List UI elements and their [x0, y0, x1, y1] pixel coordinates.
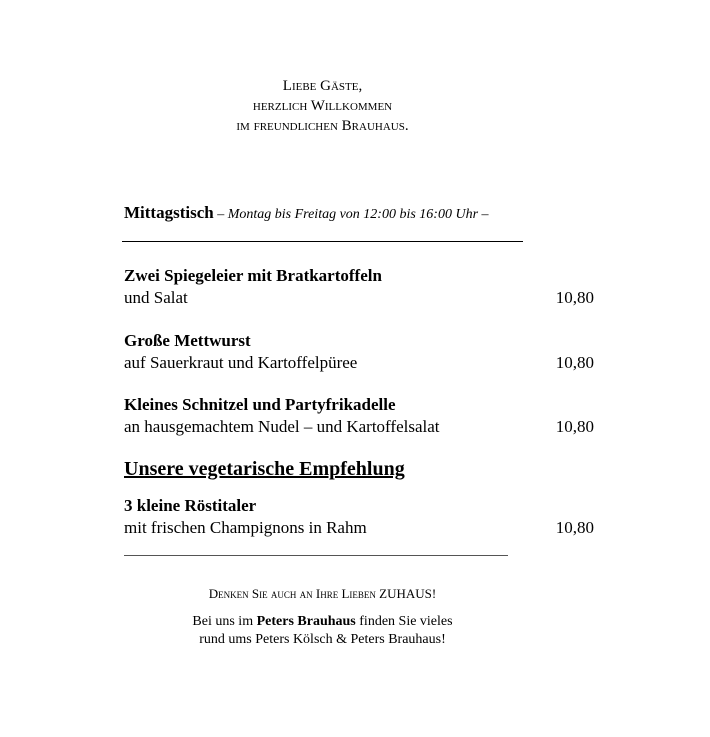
top-divider — [122, 241, 523, 242]
dish-price: 10,80 — [555, 518, 594, 537]
footer-text: finden Sie vieles — [355, 614, 453, 629]
brand-name: Peters Brauhaus — [256, 614, 356, 629]
dish-description: und Salat — [124, 288, 188, 307]
dish-price: 10,80 — [555, 353, 594, 372]
dish-item — [124, 265, 594, 309]
dish-item — [124, 495, 594, 539]
dish-description: an hausgemachtem Nudel – und Kartoffelsalat — [124, 417, 440, 436]
dish-price: 10,80 — [555, 417, 594, 436]
dish-name: Kleines Schnitzel und Partyfrikadelle — [124, 395, 396, 414]
dish-name: Zwei Spiegeleier mit Bratkartoffeln — [124, 266, 382, 285]
dish-name: Große Mettwurst — [124, 331, 251, 350]
dish-item — [124, 394, 594, 438]
dish-item — [124, 330, 594, 374]
section-heading — [124, 203, 489, 223]
footer-line-2 — [0, 613, 645, 631]
footer-headline: Denken Sie auch an Ihre Lieben ZUHAUS! — [208, 586, 437, 601]
greeting-line-3: im freundlichen Brauhaus. — [236, 118, 409, 134]
dish-description: auf Sauerkraut und Kartoffelpüree — [124, 353, 358, 372]
section-subtitle: – Montag bis Freitag von 12:00 bis 16:00 Uhr – — [213, 207, 489, 222]
dish-description: mit frischen Champignons in Rahm — [124, 518, 367, 537]
greeting-line-1: Liebe Gäste, — [282, 78, 363, 94]
dish-price: 10,80 — [555, 288, 594, 307]
greeting-block — [0, 76, 645, 136]
bottom-divider — [124, 555, 508, 556]
greeting-line-2: herzlich Willkommen — [252, 98, 393, 114]
vegetarian-heading: Unsere vegetarische Empfehlung — [124, 458, 405, 480]
footer-text: Bei uns im — [192, 614, 257, 629]
section-title: Mittagstisch — [124, 203, 214, 222]
footer-line-3: rund ums Peters Kölsch & Peters Brauhaus! — [199, 632, 446, 647]
dish-name: 3 kleine Röstitaler — [124, 496, 257, 515]
footer-block — [0, 585, 645, 649]
